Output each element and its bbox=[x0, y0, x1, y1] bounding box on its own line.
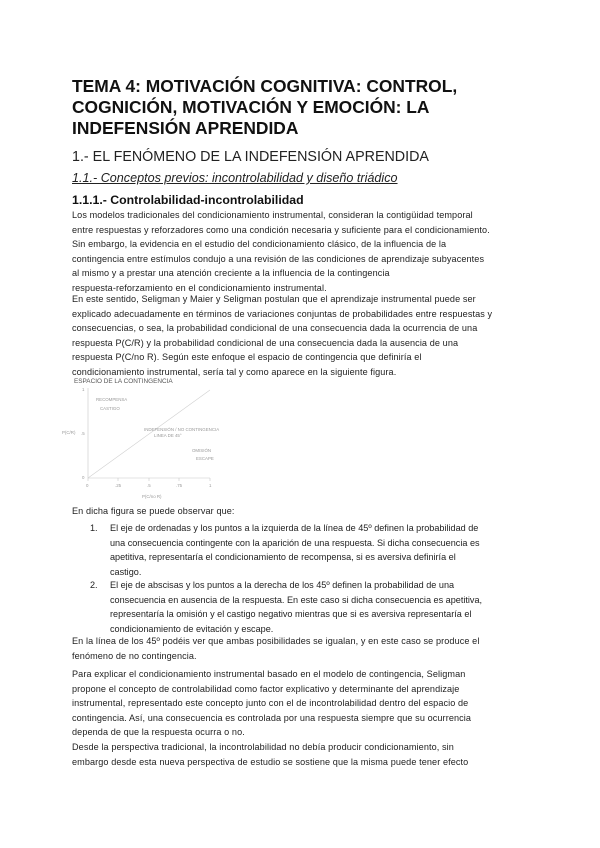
text-line: respuesta P(C/R) y la probabilidad condicional de una consecuencia dada la ausencia de una bbox=[72, 337, 459, 348]
text-line: contingencia. Así, una consecuencia es controlada por una respuesta siempre que su ocurrencia bbox=[72, 712, 472, 723]
text-line: respuesta-reforzamiento en el condicionamiento instrumental. bbox=[72, 282, 327, 293]
text-line: Los modelos tradicionales del condicionamiento instrumental, consideran la contigüidad temporal bbox=[72, 210, 473, 220]
text-line: al mismo y a prestar una atención creciente a la influencia de la contingencia bbox=[72, 268, 390, 279]
section-heading: 1.- EL FENÓMENO DE LA INDEFENSIÓN APRENDIDA bbox=[72, 149, 429, 165]
paragraph-5 bbox=[72, 667, 532, 740]
x-tick-label: .75 bbox=[176, 483, 183, 488]
x-tick-label: .25 bbox=[115, 483, 122, 488]
text-line: condicionamiento instrumental, sería tal y como aparece en la siguiente figura. bbox=[72, 366, 397, 377]
x-tick-label: 1 bbox=[209, 483, 212, 488]
text-line: embargo desde esta nueva perspectiva de estudio se sostiene que la misma puede tener efecto bbox=[72, 756, 469, 767]
page-title bbox=[72, 76, 542, 139]
title-line: TEMA 4: MOTIVACIÓN COGNITIVA: CONTROL, bbox=[72, 76, 458, 96]
diagonal-45-line bbox=[88, 390, 210, 478]
text-line: una consecuencia contingente con la aparición de una respuesta. Si dicha consecuencia es bbox=[110, 537, 480, 548]
paragraph-3 bbox=[72, 504, 532, 519]
paragraph-6 bbox=[72, 740, 532, 769]
paragraph-2 bbox=[72, 292, 532, 380]
text-line: dependa de que la respuesta ocurra o no. bbox=[72, 727, 245, 738]
paragraph-4 bbox=[72, 634, 532, 663]
y-tick-label: .5 bbox=[81, 431, 85, 436]
title-line: INDEFENSIÓN APRENDIDA bbox=[72, 118, 299, 138]
x-tick-label: .5 bbox=[147, 483, 151, 488]
subsubsection-heading: 1.1.1.- Controlabilidad-incontrolabilidad bbox=[72, 193, 304, 207]
text-line: El eje de ordenadas y los puntos a la izquierda de la línea de 45º definen la probabilidad de bbox=[110, 523, 479, 533]
text-line: explicado adecuadamente en términos de variaciones conjuntas de probabilidades entre respuestas y bbox=[72, 308, 493, 319]
list-number: 2. bbox=[90, 580, 98, 590]
subsection-heading: 1.1.- Conceptos previos: incontrolabilidad y diseño triádico bbox=[72, 171, 398, 185]
paragraph-1 bbox=[72, 208, 532, 296]
text-line: consecuencia en ausencia de la respuesta. En este caso si dicha consecuencia es apetitiva, bbox=[110, 594, 483, 605]
text-line: apetitiva, representaría el condicionamiento de recompensa, si es aversiva definiría el bbox=[110, 552, 456, 563]
text-line: condicionamiento de evitación y escape. bbox=[110, 623, 274, 634]
label-omission: OMISIÓN bbox=[192, 448, 212, 453]
label-45-line: LINEA DE 45° bbox=[154, 433, 182, 438]
text-line: castigo. bbox=[110, 566, 142, 577]
text-line: entre respuestas y reforzadores como una condición necesaria y suficiente para el condicionamiento. bbox=[72, 224, 490, 235]
text-line: Sin embargo, la evidencia en el estudio del condicionamiento clásico, de la influencia de la bbox=[72, 239, 447, 250]
text-line: contingencia entre estímulos condujo a una revisión de las condiciones de aprendizaje subyacentes bbox=[72, 253, 485, 264]
contingency-space-figure bbox=[60, 374, 240, 502]
list-number: 1. bbox=[90, 523, 98, 533]
text-line: consecuencias, o sea, la probabilidad condicional de una consecuencia dada la ocurrencia de una bbox=[72, 323, 478, 334]
text-line: Desde la perspectiva tradicional, la incontrolabilidad no debía producir condicionamiento, sin bbox=[72, 742, 454, 752]
x-axis-label: P(C/no R) bbox=[142, 494, 162, 499]
text-line: En este sentido, Seligman y Maier y Seligman postulan que el aprendizaje instrumental puede ser bbox=[72, 294, 476, 304]
text-line: representaría la omisión y el castigo negativo mientras que si es aversiva representaría el bbox=[110, 609, 472, 620]
text-line: El eje de abscisas y los puntos a la derecha de los 45º definen la probabilidad de una bbox=[110, 580, 455, 590]
title-line: COGNICIÓN, MOTIVACIÓN Y EMOCIÓN: LA bbox=[72, 97, 430, 117]
text-line: En dicha figura se puede observar que: bbox=[72, 506, 235, 516]
text-line: En la línea de los 45º podéis ver que ambas posibilidades se igualan, y en este caso se produce el bbox=[72, 636, 480, 646]
text-line: respuesta P(C/no R). Según este enfoque el espacio de contingencia que definiría el bbox=[72, 352, 422, 363]
label-escape: ESCAPE bbox=[196, 456, 214, 461]
y-tick-label: 1 bbox=[82, 387, 85, 392]
text-line: instrumental, representado este concepto junto con el de incontrolabilidad dentro del espacio de bbox=[72, 698, 469, 709]
label-reward: RECOMPENSA bbox=[96, 397, 128, 402]
y-tick-label: 0 bbox=[82, 475, 85, 480]
x-tick-label: 0 bbox=[86, 483, 89, 488]
label-punishment: CASTIGO bbox=[100, 406, 120, 411]
text-line: fenómeno de no contingencia. bbox=[72, 650, 197, 661]
y-axis-label: P(C/R) bbox=[62, 430, 76, 435]
text-line: propone el concepto de controlabilidad como factor explicativo y determinante del aprendizaje bbox=[72, 683, 460, 694]
figure-title: ESPACIO DE LA CONTINGENCIA bbox=[74, 378, 173, 385]
label-noncontingency: INDEFENSIÓN / NO CONTINGENCIA bbox=[144, 427, 220, 432]
text-line: Para explicar el condicionamiento instrumental basado en el modelo de contingencia, Seligman bbox=[72, 669, 466, 679]
